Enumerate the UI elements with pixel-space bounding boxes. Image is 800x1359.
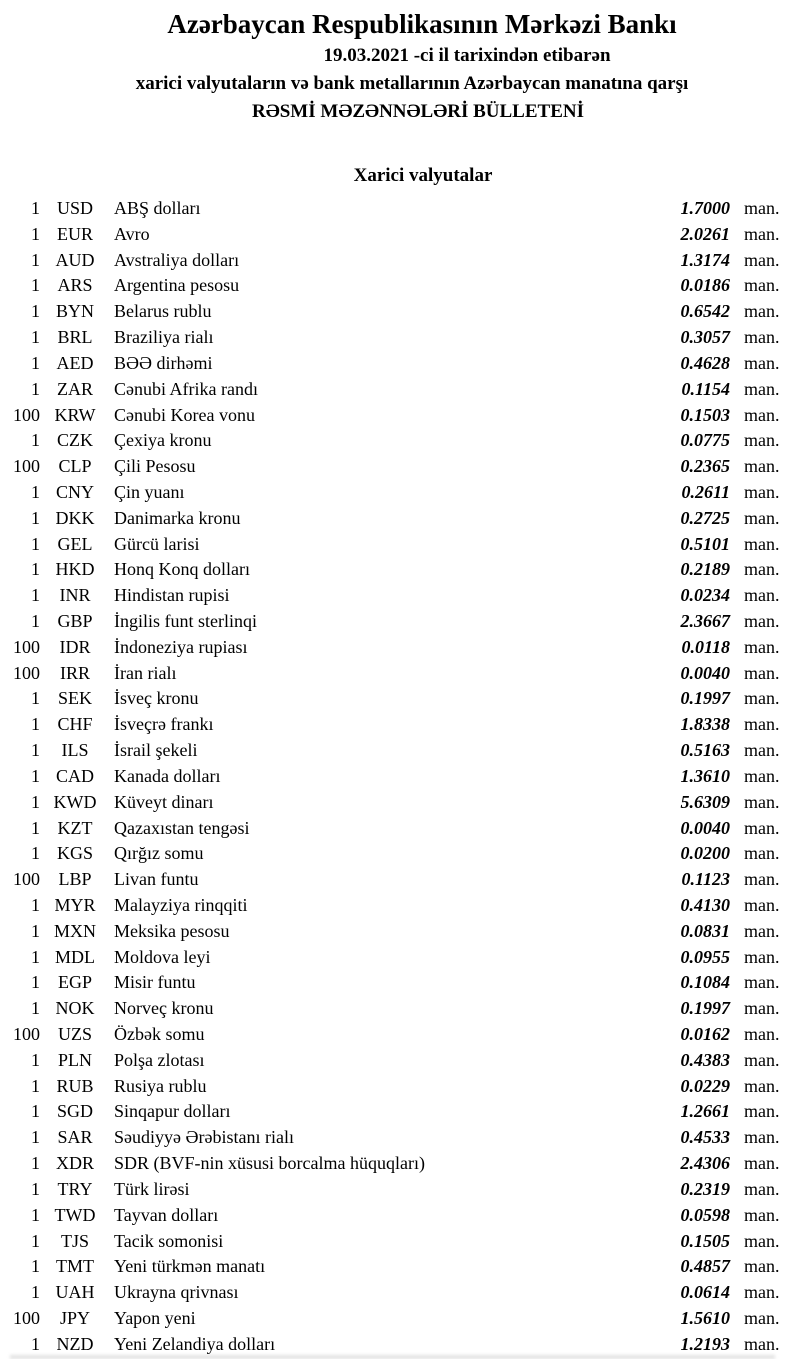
exchange-rate-row [0, 196, 800, 222]
unit-label: man. [744, 869, 780, 890]
currency-quantity: 1 [31, 765, 40, 786]
currency-name: Kanada dolları [114, 765, 221, 786]
exchange-rate-row [0, 712, 800, 738]
exchange-rate-row [0, 1229, 800, 1255]
currency-name: Səudiyyə Ərəbistanı rialı [114, 1127, 294, 1148]
next-row-cutoff-artifact [10, 1355, 775, 1359]
exchange-rate-row [0, 557, 800, 583]
unit-label: man. [744, 559, 780, 580]
exchange-rate-row [0, 583, 800, 609]
currency-code: IRR [59, 662, 90, 683]
rate-value: 0.4628 [680, 352, 730, 373]
currency-name: Yapon yeni [114, 1307, 196, 1328]
currency-name: Küveyt dinarı [114, 791, 214, 812]
rate-value: 0.0040 [680, 662, 730, 683]
unit-label: man. [744, 223, 780, 244]
exchange-rate-row [0, 945, 800, 971]
currency-code: HKD [55, 559, 95, 580]
bulletin-title-line: RƏSMİ MƏZƏNNƏLƏRİ BÜLLETENİ [251, 101, 584, 122]
unit-label: man. [744, 998, 780, 1019]
currency-name: İsrail şekeli [114, 740, 198, 761]
exchange-rates-table [0, 196, 800, 1358]
unit-label: man. [744, 1256, 780, 1277]
exchange-rate-row [0, 1125, 800, 1151]
currency-code: CLP [58, 456, 92, 477]
currency-name: SDR (BVF-nin xüsusi borcalma hüquqları) [114, 1153, 425, 1174]
currency-name: Avro [114, 223, 150, 244]
currency-name: Tayvan dolları [114, 1204, 219, 1225]
exchange-rate-row [0, 351, 800, 377]
currency-code: KGS [56, 843, 93, 864]
rate-value: 0.2611 [681, 481, 730, 502]
unit-label: man. [744, 791, 780, 812]
rate-value: 0.0614 [680, 1282, 730, 1303]
currency-quantity: 1 [31, 327, 40, 348]
currency-name: BƏƏ dirhəmi [114, 352, 213, 373]
unit-label: man. [744, 611, 780, 631]
currency-name: Gürcü larisi [114, 533, 200, 554]
currency-code: AUD [55, 249, 95, 270]
unit-label: man. [744, 352, 780, 373]
currency-name: Çin yuanı [114, 481, 185, 502]
rate-value: 0.4533 [680, 1127, 730, 1148]
currency-quantity: 1 [31, 223, 40, 244]
unit-label: man. [744, 843, 780, 864]
unit-label: man. [744, 920, 780, 941]
currency-code: CNY [55, 481, 94, 502]
currency-quantity: 1 [31, 894, 40, 915]
rate-value: 1.2661 [680, 1101, 730, 1122]
currency-name: Rusiya rublu [114, 1075, 207, 1096]
currency-quantity: 1 [31, 481, 40, 502]
currency-quantity: 100 [13, 456, 40, 477]
exchange-rate-row [0, 841, 800, 867]
unit-label: man. [744, 327, 780, 348]
unit-label: man. [744, 1153, 780, 1174]
rate-value: 0.2189 [680, 559, 730, 580]
currency-code: SGD [56, 1101, 93, 1122]
exchange-rate-row [0, 1280, 800, 1306]
exchange-rate-row [0, 919, 800, 945]
currency-quantity: 1 [31, 507, 40, 528]
exchange-rate-row [0, 1022, 800, 1048]
exchange-rate-row [0, 273, 800, 299]
currency-quantity: 1 [31, 791, 40, 812]
effective-date-line: 19.03.2021 -ci il tarixindən etibarən [323, 45, 611, 66]
exchange-rate-row [0, 428, 800, 454]
currency-code: XDR [55, 1153, 94, 1174]
rate-value: 5.6309 [680, 791, 730, 812]
currency-code: TJS [60, 1230, 89, 1251]
rate-value: 0.5163 [680, 740, 730, 761]
currency-quantity: 100 [13, 404, 40, 425]
rate-value: 0.0955 [680, 946, 730, 967]
rate-value: 0.2365 [680, 456, 730, 477]
currency-code: ARS [57, 275, 93, 296]
currency-name: Meksika pesosu [114, 920, 230, 941]
exchange-rate-row [0, 686, 800, 712]
currency-quantity: 100 [13, 662, 40, 683]
rate-value: 0.0234 [680, 585, 730, 606]
exchange-rate-row [0, 480, 800, 506]
currency-quantity: 1 [31, 249, 40, 270]
unit-label: man. [744, 1333, 780, 1354]
currency-quantity: 1 [31, 430, 40, 451]
currency-code: GBP [57, 611, 93, 631]
currency-name: Livan funtu [114, 869, 199, 890]
currency-quantity: 1 [31, 817, 40, 838]
exchange-rate-row [0, 506, 800, 532]
exchange-rate-row [0, 1151, 800, 1177]
currency-code: UZS [57, 1024, 92, 1044]
rate-value: 0.1997 [680, 688, 730, 709]
currency-code: INR [59, 585, 91, 606]
currency-name: Avstraliya dolları [114, 249, 240, 270]
currency-quantity: 1 [31, 1204, 40, 1225]
currency-name: Türk lirəsi [114, 1178, 190, 1199]
exchange-rate-row [0, 1332, 800, 1358]
rate-value: 1.2193 [680, 1333, 730, 1354]
rate-value: 0.0118 [681, 636, 730, 657]
currency-code: NZD [56, 1333, 94, 1354]
currency-name: Honq Konq dolları [114, 559, 250, 580]
exchange-rate-row [0, 893, 800, 919]
unit-label: man. [744, 636, 780, 657]
currency-quantity: 1 [31, 1153, 40, 1174]
unit-label: man. [744, 481, 780, 502]
exchange-rate-row [0, 635, 800, 661]
rate-value: 0.0162 [680, 1024, 730, 1044]
currency-name: Yeni türkmən manatı [114, 1256, 266, 1277]
currency-code: TWD [54, 1204, 96, 1225]
exchange-rate-row [0, 970, 800, 996]
exchange-rate-row [0, 1099, 800, 1125]
currency-code: RUB [56, 1075, 94, 1096]
currency-quantity: 1 [31, 740, 40, 761]
currency-name: Qırğız somu [114, 843, 204, 864]
currency-quantity: 1 [31, 275, 40, 296]
currency-quantity: 1 [31, 843, 40, 864]
currency-code: AED [56, 352, 94, 373]
currency-code: NOK [55, 998, 95, 1019]
currency-name: İsveçrə frankı [114, 714, 214, 735]
currency-name: Hindistan rupisi [114, 585, 230, 606]
unit-label: man. [744, 765, 780, 786]
currency-code: CZK [57, 430, 93, 451]
currency-code: EGP [57, 972, 92, 993]
currency-quantity: 100 [13, 636, 40, 657]
currency-code: BRL [57, 327, 93, 348]
currency-quantity: 1 [31, 198, 40, 218]
currency-quantity: 1 [31, 1282, 40, 1303]
exchange-rate-row [0, 1048, 800, 1074]
currency-name: İngilis funt sterlinqi [114, 611, 257, 631]
unit-label: man. [744, 1307, 780, 1328]
unit-label: man. [744, 1075, 780, 1096]
rate-value: 1.8338 [680, 714, 730, 735]
currency-code: SEK [57, 688, 92, 709]
rate-value: 2.3667 [680, 611, 730, 631]
currency-name: Ukrayna qrivnası [114, 1282, 239, 1303]
currency-code: CHF [57, 714, 93, 735]
unit-label: man. [744, 817, 780, 838]
rate-value: 1.3174 [680, 249, 730, 270]
bank-name-title: Azərbaycan Respublikasının Mərkəzi Bankı [167, 9, 677, 39]
currency-name: Çexiya kronu [114, 430, 212, 451]
exchange-rate-row [0, 764, 800, 790]
currency-name: Moldova leyi [114, 946, 211, 967]
exchange-rate-row [0, 738, 800, 764]
exchange-rate-row [0, 609, 800, 635]
currency-quantity: 1 [31, 352, 40, 373]
exchange-rate-row [0, 1254, 800, 1280]
currency-code: MDL [55, 946, 95, 967]
unit-label: man. [744, 946, 780, 967]
currency-quantity: 1 [31, 1127, 40, 1148]
currency-code: KZT [57, 817, 93, 838]
rate-value: 0.4130 [680, 894, 730, 915]
rate-value: 0.5101 [680, 533, 730, 554]
currency-name: Yeni Zelandiya dolları [114, 1333, 276, 1354]
currency-name: Misir funtu [114, 972, 196, 993]
currency-code: BYN [55, 301, 94, 322]
unit-label: man. [744, 198, 780, 218]
currency-quantity: 1 [31, 714, 40, 735]
currency-quantity: 1 [31, 533, 40, 554]
currency-quantity: 1 [31, 946, 40, 967]
currency-quantity: 100 [13, 1307, 40, 1328]
currency-quantity: 1 [31, 1049, 40, 1070]
unit-label: man. [744, 714, 780, 735]
rate-value: 0.4857 [680, 1256, 730, 1277]
currency-name: İsveç kronu [114, 688, 199, 709]
exchange-rate-row [0, 1074, 800, 1100]
unit-label: man. [744, 1230, 780, 1251]
currency-code: MYR [54, 894, 96, 915]
currency-code: KWD [53, 791, 97, 812]
currency-name: Çili Pesosu [114, 456, 196, 477]
rate-value: 0.0229 [680, 1075, 730, 1096]
currency-name: Danimarka kronu [114, 507, 241, 528]
exchange-rate-row [0, 790, 800, 816]
unit-label: man. [744, 507, 780, 528]
unit-label: man. [744, 1024, 780, 1044]
exchange-rate-row [0, 996, 800, 1022]
currency-name: Norveç kronu [114, 998, 214, 1019]
exchange-rate-row [0, 377, 800, 403]
unit-label: man. [744, 1127, 780, 1148]
currency-name: Braziliya rialı [114, 327, 214, 348]
unit-label: man. [744, 740, 780, 761]
rate-value: 0.1123 [681, 869, 730, 890]
rate-value: 0.0598 [680, 1204, 730, 1225]
rate-value: 0.2319 [680, 1178, 730, 1199]
bulletin-header [0, 6, 800, 126]
rate-value: 0.1505 [680, 1230, 730, 1251]
unit-label: man. [744, 404, 780, 425]
unit-label: man. [744, 1178, 780, 1199]
currency-quantity: 1 [31, 920, 40, 941]
unit-label: man. [744, 275, 780, 296]
currency-code: LBP [58, 869, 92, 890]
currency-name: ABŞ dolları [114, 198, 201, 218]
currency-code: ZAR [57, 378, 93, 399]
currency-code: TRY [57, 1178, 93, 1199]
exchange-rate-row [0, 454, 800, 480]
unit-label: man. [744, 378, 780, 399]
currency-quantity: 1 [31, 1075, 40, 1096]
currency-code: CAD [55, 765, 94, 786]
subject-line: xarici valyutaların və bank metallarının Azərbaycan manatına qarşı [135, 73, 689, 94]
unit-label: man. [744, 533, 780, 554]
currency-code: JPY [59, 1307, 90, 1328]
exchange-rate-row [0, 248, 800, 274]
currency-quantity: 1 [31, 972, 40, 993]
currency-name: Malayziya rinqqiti [114, 894, 248, 915]
currency-quantity: 1 [31, 301, 40, 322]
exchange-rate-row [0, 403, 800, 429]
currency-quantity: 1 [31, 1101, 40, 1122]
exchange-rate-row [0, 1203, 800, 1229]
currency-quantity: 1 [31, 1178, 40, 1199]
currency-quantity: 1 [31, 585, 40, 606]
currency-code: KRW [54, 404, 96, 425]
currency-quantity: 1 [31, 611, 40, 631]
currency-quantity: 100 [13, 1024, 40, 1044]
currency-code: PLN [57, 1049, 92, 1070]
currency-code: USD [56, 198, 93, 218]
unit-label: man. [744, 430, 780, 451]
rate-value: 0.0200 [680, 843, 730, 864]
unit-label: man. [744, 688, 780, 709]
currency-code: GEL [57, 533, 93, 554]
rate-value: 2.4306 [680, 1153, 730, 1174]
currency-name: Cənubi Afrika randı [114, 378, 258, 399]
currency-name: İran rialı [114, 662, 177, 683]
rate-value: 0.0186 [680, 275, 730, 296]
currency-quantity: 1 [31, 688, 40, 709]
currency-code: DKK [55, 507, 95, 528]
exchange-rate-row [0, 325, 800, 351]
rate-value: 0.3057 [680, 327, 730, 348]
currency-quantity: 1 [31, 1256, 40, 1277]
currency-name: Argentina pesosu [114, 275, 240, 296]
rate-value: 0.1997 [680, 998, 730, 1019]
currency-code: ILS [61, 740, 89, 761]
currency-code: IDR [59, 636, 91, 657]
unit-label: man. [744, 301, 780, 322]
exchange-rate-row [0, 299, 800, 325]
exchange-rate-row [0, 867, 800, 893]
currency-name: Belarus rublu [114, 301, 212, 322]
currency-name: İndoneziya rupiası [114, 636, 248, 657]
exchange-rate-row [0, 661, 800, 687]
rate-value: 0.0831 [680, 920, 730, 941]
unit-label: man. [744, 585, 780, 606]
rate-value: 0.2725 [680, 507, 730, 528]
rate-value: 1.7000 [680, 198, 730, 218]
rate-value: 0.0775 [680, 430, 730, 451]
currency-quantity: 100 [13, 869, 40, 890]
unit-label: man. [744, 1101, 780, 1122]
rate-value: 2.0261 [680, 223, 730, 244]
unit-label: man. [744, 1282, 780, 1303]
currency-code: TMT [56, 1256, 94, 1277]
rate-value: 1.3610 [680, 765, 730, 786]
currency-code: SAR [57, 1127, 93, 1148]
exchange-rate-row [0, 816, 800, 842]
rate-value: 0.1084 [680, 972, 730, 993]
currency-name: Cənubi Korea vonu [114, 404, 255, 425]
exchange-rate-row [0, 1177, 800, 1203]
unit-label: man. [744, 249, 780, 270]
rate-value: 0.4383 [680, 1049, 730, 1070]
exchange-rate-row [0, 1306, 800, 1332]
unit-label: man. [744, 662, 780, 683]
unit-label: man. [744, 894, 780, 915]
exchange-rate-row [0, 532, 800, 558]
unit-label: man. [744, 1204, 780, 1225]
currency-name: Sinqapur dolları [114, 1101, 231, 1122]
unit-label: man. [744, 972, 780, 993]
currency-quantity: 1 [31, 1333, 40, 1354]
currency-quantity: 1 [31, 998, 40, 1019]
currency-quantity: 1 [31, 1230, 40, 1251]
rate-value: 1.5610 [680, 1307, 730, 1328]
exchange-rate-row [0, 222, 800, 248]
rate-value: 0.1503 [680, 404, 730, 425]
unit-label: man. [744, 456, 780, 477]
currency-name: Tacik somonisi [114, 1230, 224, 1251]
currency-code: UAH [55, 1282, 95, 1303]
currency-code: EUR [57, 223, 93, 244]
rate-value: 0.1154 [681, 378, 730, 399]
currency-code: MXN [53, 920, 96, 941]
currency-name: Özbək somu [114, 1024, 205, 1044]
rate-value: 0.6542 [680, 301, 730, 322]
unit-label: man. [744, 1049, 780, 1070]
rate-value: 0.0040 [680, 817, 730, 838]
currency-name: Qazaxıstan tengəsi [114, 817, 250, 838]
currency-quantity: 1 [31, 559, 40, 580]
currency-quantity: 1 [31, 378, 40, 399]
section-title-foreign-currencies: Xarici valyutalar [353, 165, 493, 186]
currency-name: Polşa zlotası [114, 1049, 205, 1070]
